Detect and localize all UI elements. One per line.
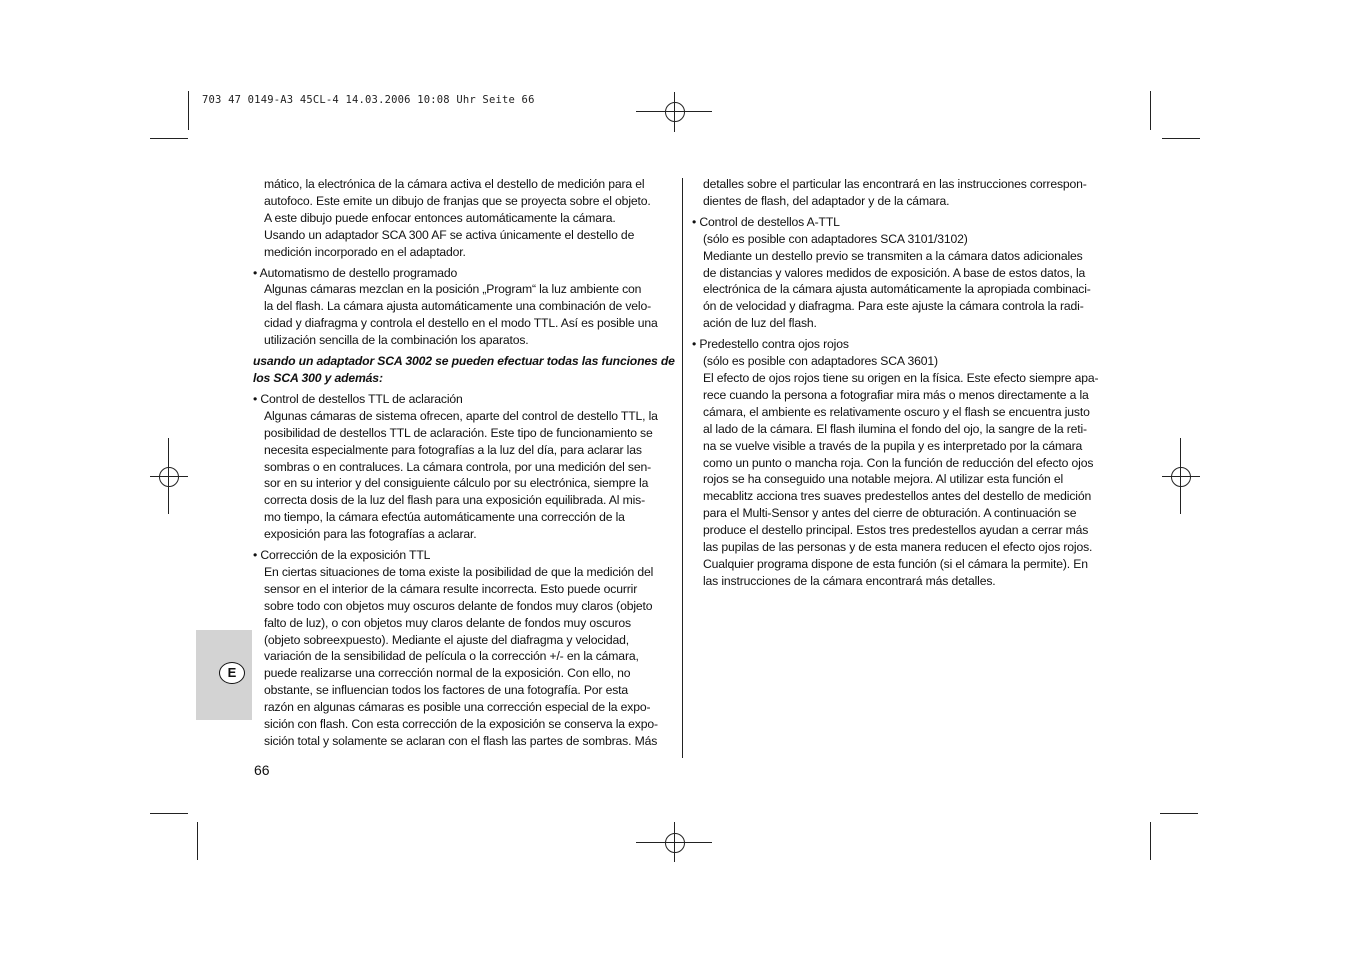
list-item — [692, 336, 1118, 590]
list-item — [253, 391, 677, 543]
crop-mark — [197, 822, 198, 860]
column-divider — [682, 178, 683, 758]
list-item — [692, 214, 1118, 332]
text-line: (sólo es posible con adaptadores SCA 3601) — [703, 354, 938, 369]
text-line: sombras o en contraluces. La cámara controla, por una medición del sen- — [264, 459, 652, 474]
text-line: las instrucciones de la cámara encontrará más detalles. — [703, 573, 996, 588]
text-line: autofoco. Este emite un dibujo de franjas que se proyecta sobre el objeto. — [264, 193, 651, 208]
print-info-header: 703 47 0149-A3 45CL-4 14.03.2006 10:08 Uhr Seite 66 — [202, 94, 535, 106]
text-line: Cualquier programa dispone de esta función (si el cámara la permite). En — [703, 556, 1088, 571]
registration-circle — [665, 833, 685, 853]
list-item — [253, 547, 677, 750]
crop-mark — [1162, 138, 1200, 139]
text-line: sición con flash. Con esta corrección de la exposición se conserva la expo- — [264, 717, 658, 732]
text-line: electrónica de la cámara ajusta automáticamente la apropiada combinaci- — [703, 282, 1091, 297]
list-item-title: • Automatismo de destello programado — [253, 265, 458, 280]
text-line: rece cuando la persona a fotografiar mira más o menos directamente a la — [703, 387, 1089, 402]
text-line: El efecto de ojos rojos tiene su origen en la física. Este efecto siempre apa- — [703, 370, 1099, 385]
right-column — [692, 176, 1118, 590]
registration-circle — [665, 102, 685, 122]
text-line: na se vuelve visible a través de la pupila y es interpretado por la cámara — [703, 438, 1083, 453]
language-badge: E — [219, 662, 245, 684]
page-number: 66 — [254, 762, 270, 778]
text-line: rojos se ha conseguido una notable mejora. Al utilizar esta función el — [703, 472, 1064, 487]
text-line: al lado de la cámara. El flash ilumina el fondo del ojo, la sangre de la reti- — [703, 421, 1087, 436]
list-item-title: • Control de destellos A-TTL — [692, 214, 840, 229]
text-line: posibilidad de destellos TTL de aclaración. Este tipo de funcionamiento se — [264, 425, 653, 440]
text-line: correcta dosis de la luz del flash para una exposición equilibrada. Al mis- — [264, 493, 645, 508]
text-line: exposición para las fotografías a aclarar. — [264, 527, 477, 542]
text-line: utilización sencilla de la combinación los aparatos. — [264, 333, 529, 348]
text-line: como un punto o mancha roja. Con la función de reducción del efecto ojos — [703, 455, 1094, 470]
text-line: Usando un adaptador SCA 300 AF se activa únicamente el destello de — [264, 227, 635, 242]
text-line: dientes de flash, del adaptador y de la cámara. — [703, 193, 950, 208]
text-line: sobre todo con objetos muy oscuros delante de fondos muy claros (objeto — [264, 598, 653, 613]
text-line: variación de la sensibilidad de película o la corrección +/- en la cámara, — [264, 649, 639, 664]
text-line: En ciertas situaciones de toma existe la posibilidad de que la medición del — [264, 564, 654, 579]
text-line: las pupilas de las personas y de esta manera reducen el efecto ojos rojos. — [703, 540, 1093, 555]
text-line: mecablitz acciona tres suaves predestellos antes del destello de medición — [703, 489, 1092, 504]
text-line: (objeto sobreexpuesto). Mediante el ajuste del diafragma y velocidad, — [264, 632, 629, 647]
text-line: necesita especialmente para fotografías a la luz del día, para aclarar las — [264, 442, 642, 457]
text-line: cámara, el ambiente es relativamente oscuro y el flash se encuentra justo — [703, 404, 1090, 419]
text-line: los SCA 300 y además: — [253, 370, 383, 385]
text-line: ación de luz del flash. — [703, 316, 817, 331]
left-column — [253, 176, 677, 750]
crop-mark — [1150, 91, 1151, 130]
text-line: Algunas cámaras de sistema ofrecen, aparte del control de destello TTL, la — [264, 408, 658, 423]
list-item-title: • Control de destellos TTL de aclaración — [253, 391, 463, 406]
crop-mark — [150, 138, 188, 139]
intro-paragraph — [692, 176, 1118, 210]
text-line: razón en algunas cámaras es posible una corrección especial de la expo- — [264, 700, 651, 715]
registration-circle — [1171, 467, 1191, 487]
crop-mark — [1150, 822, 1151, 860]
text-line: cidad y diafragma y controla el destello en el modo TTL. Así es posible una — [264, 316, 658, 331]
list-item — [253, 265, 677, 350]
text-line: mático, la electrónica de la cámara activa el destello de medición para el — [264, 177, 645, 191]
text-line: ón de velocidad y diafragma. Para este ajuste la cámara controla la radi- — [703, 299, 1084, 314]
text-line: falto de luz), o con objetos muy claros delante de fondos muy oscuros — [264, 615, 631, 630]
crop-mark — [188, 91, 189, 130]
crop-mark — [1160, 813, 1198, 814]
text-line: para el Multi-Sensor y antes del cierre de obturación. A continuación se — [703, 506, 1077, 521]
text-line: puede realizarse una corrección normal de la exposición. Con ello, no — [264, 666, 631, 681]
text-line: A este dibujo puede enfocar entonces automáticamente la cámara. — [264, 210, 616, 225]
list-item-title: • Predestello contra ojos rojos — [692, 337, 849, 352]
registration-circle — [159, 467, 179, 487]
crop-mark — [150, 813, 188, 814]
text-line: usando un adaptador SCA 3002 se pueden efectuar todas las funciones de — [253, 354, 675, 369]
text-line: sor en su interior y del consiguiente cálculo por su electrónica, siempre la — [264, 476, 649, 491]
intro-paragraph — [253, 176, 677, 261]
list-item-title: • Corrección de la exposición TTL — [253, 548, 431, 563]
text-line: (sólo es posible con adaptadores SCA 3101/3102) — [703, 231, 968, 246]
text-line: produce el destello principal. Estos tres predestellos ayudan a cerrar más — [703, 523, 1089, 538]
text-line: mo tiempo, la cámara efectúa automáticamente una corrección de la — [264, 510, 625, 525]
text-line: la del flash. La cámara ajusta automáticamente una combinación de velo- — [264, 299, 652, 314]
text-line: obstante, se influencian todos los factores de una fotografía. Por esta — [264, 683, 629, 698]
section-heading — [253, 353, 677, 387]
text-line: Mediante un destello previo se transmiten a la cámara datos adicionales — [703, 248, 1083, 263]
text-line: sición total y solamente se aclaran con el flash las partes de sombras. Más — [264, 734, 658, 748]
text-line: sensor en el interior de la cámara resulte incorrecta. Esto puede ocurrir — [264, 581, 638, 596]
text-line: de distancias y valores medidos de exposición. A base de estos datos, la — [703, 265, 1086, 280]
text-line: Algunas cámaras mezclan en la posición „Program“ la luz ambiente con — [264, 282, 642, 297]
text-line: detalles sobre el particular las encontrará en las instrucciones correspon- — [703, 177, 1087, 191]
text-line: medición incorporado en el adaptador. — [264, 244, 466, 259]
